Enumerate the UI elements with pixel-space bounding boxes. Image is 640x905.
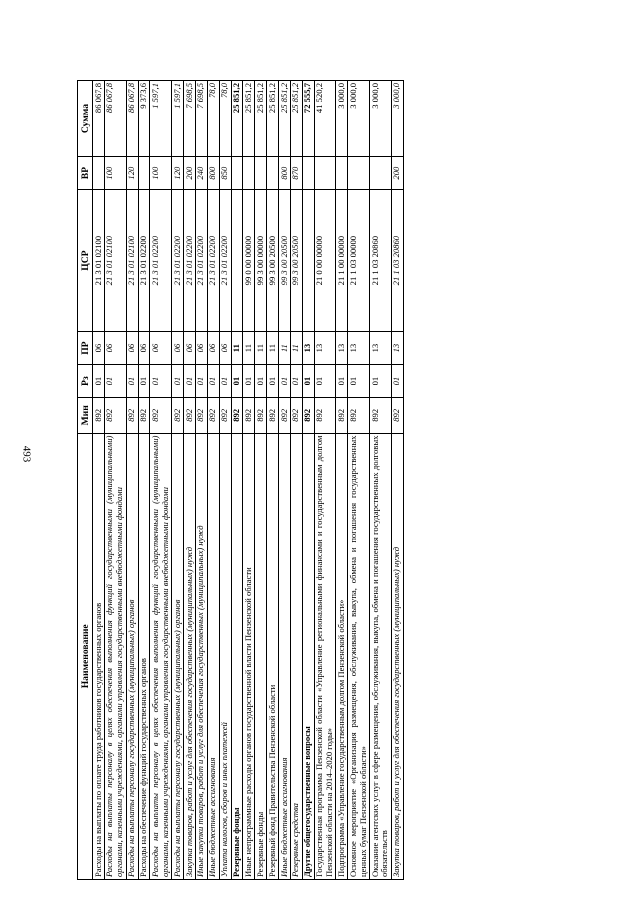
cell-vr: [302, 157, 314, 190]
cell-name: Расходы на обеспечение функций государственных органов: [138, 433, 150, 879]
cell-csr: 99 0 00 00000: [243, 190, 255, 332]
cell-sum: 86 067,8: [126, 81, 138, 157]
cell-pr: 06: [184, 332, 196, 365]
cell-rz: 01: [195, 365, 207, 398]
cell-vr: 870: [290, 157, 302, 190]
cell-vr: [243, 157, 255, 190]
header-name: Наименование: [78, 433, 93, 879]
cell-csr: 21 3 01 02200: [207, 190, 219, 332]
cell-min: 892: [219, 398, 231, 434]
cell-sum: 25 851,2: [231, 81, 243, 157]
table-body: [93, 81, 404, 880]
cell-csr: 21 3 01 02200: [172, 190, 184, 332]
cell-vr: [255, 157, 267, 190]
table-row: [279, 81, 291, 880]
table-row: [336, 81, 348, 880]
cell-csr: 21 1 03 20860: [370, 190, 392, 332]
cell-min: 892: [231, 398, 243, 434]
table-row: [302, 81, 314, 880]
cell-vr: 800: [279, 157, 291, 190]
cell-min: 892: [172, 398, 184, 434]
cell-name: Закупка товаров, работ и услуг для обеспечения государственных (муниципальных) нужд: [391, 433, 403, 879]
cell-vr: [370, 157, 392, 190]
cell-sum: 1 597,1: [172, 81, 184, 157]
cell-min: 892: [255, 398, 267, 434]
header-pr: ПР: [78, 332, 93, 365]
cell-csr: 21 0 00 00000: [314, 190, 336, 332]
cell-name: Подпрограмма «Управление государственным долгом Пензенской области»: [336, 433, 348, 879]
cell-pr: 06: [195, 332, 207, 365]
header-rz: Рз: [78, 365, 93, 398]
cell-pr: 11: [279, 332, 291, 365]
cell-pr: 06: [93, 332, 105, 365]
cell-vr: [231, 157, 243, 190]
cell-name: Государственная программа Пензенской области «Управление региональными финансами и государственным долгом Пензенской области на 2014–2020 годы»: [314, 433, 336, 879]
cell-sum: 9 373,6: [138, 81, 150, 157]
cell-min: 892: [150, 398, 172, 434]
cell-csr: 21 3 01 02100: [126, 190, 138, 332]
cell-rz: 01: [207, 365, 219, 398]
cell-rz: 01: [336, 365, 348, 398]
table-row: [255, 81, 267, 880]
cell-min: 892: [391, 398, 403, 434]
table-row: [243, 81, 255, 880]
cell-sum: 86 067,8: [104, 81, 126, 157]
cell-name: Иные закупки товаров, работ и услуг для обеспечения государственных (муниципальных) нужд: [195, 433, 207, 879]
cell-min: 892: [126, 398, 138, 434]
cell-sum: 3 000,0: [370, 81, 392, 157]
cell-rz: 01: [104, 365, 126, 398]
cell-vr: 850: [219, 157, 231, 190]
cell-vr: 200: [391, 157, 403, 190]
cell-vr: 200: [184, 157, 196, 190]
cell-sum: 3 000,0: [336, 81, 348, 157]
cell-rz: 01: [255, 365, 267, 398]
cell-min: 892: [207, 398, 219, 434]
header-csr: ЦСР: [78, 190, 93, 332]
cell-rz: 01: [279, 365, 291, 398]
cell-csr: 21 3 01 02100: [93, 190, 105, 332]
cell-pr: 06: [207, 332, 219, 365]
cell-min: 892: [290, 398, 302, 434]
cell-pr: 06: [172, 332, 184, 365]
cell-sum: 78,0: [219, 81, 231, 157]
cell-sum: 86 067,8: [93, 81, 105, 157]
cell-csr: 99 3 00 00000: [255, 190, 267, 332]
cell-csr: 21 3 01 02200: [195, 190, 207, 332]
header-vr: ВР: [78, 157, 93, 190]
cell-rz: 01: [150, 365, 172, 398]
cell-pr: 13: [336, 332, 348, 365]
cell-name: Резервные средства: [290, 433, 302, 879]
cell-pr: 06: [138, 332, 150, 365]
cell-pr: 11: [243, 332, 255, 365]
cell-rz: 01: [231, 365, 243, 398]
cell-vr: [336, 157, 348, 190]
table-row: [138, 81, 150, 880]
cell-min: 892: [195, 398, 207, 434]
table-row: [267, 81, 279, 880]
cell-pr: 06: [219, 332, 231, 365]
cell-csr: 21 3 01 02200: [219, 190, 231, 332]
table-row: [391, 81, 403, 880]
table-header: [78, 81, 93, 880]
cell-csr: 21 1 00 00000: [336, 190, 348, 332]
cell-pr: 11: [267, 332, 279, 365]
budget-table: [77, 80, 404, 880]
cell-vr: 800: [207, 157, 219, 190]
table-frame: [77, 80, 581, 880]
table-row: [172, 81, 184, 880]
cell-pr: 11: [255, 332, 267, 365]
header-min: Мин: [78, 398, 93, 434]
cell-vr: 100: [104, 157, 126, 190]
cell-min: 892: [138, 398, 150, 434]
cell-min: 892: [348, 398, 370, 434]
table-row: [348, 81, 370, 880]
cell-vr: [348, 157, 370, 190]
table-row: [93, 81, 105, 880]
cell-pr: 06: [150, 332, 172, 365]
cell-pr: 11: [290, 332, 302, 365]
cell-name: Расходы на выплаты по оплате труда работников государственных органов: [93, 433, 105, 879]
cell-sum: 7 698,5: [195, 81, 207, 157]
cell-csr: [302, 190, 314, 332]
cell-csr: 21 1 03 20860: [391, 190, 403, 332]
cell-name: Иные бюджетные ассигнования: [207, 433, 219, 879]
cell-csr: 99 3 00 20500: [279, 190, 291, 332]
cell-csr: 21 3 01 02200: [138, 190, 150, 332]
cell-name: Резервные фонды: [255, 433, 267, 879]
cell-rz: 01: [172, 365, 184, 398]
cell-min: 892: [370, 398, 392, 434]
cell-rz: 01: [126, 365, 138, 398]
cell-rz: 01: [93, 365, 105, 398]
header-sum: Сумма: [78, 81, 93, 157]
header-row: [78, 81, 93, 880]
cell-rz: 01: [290, 365, 302, 398]
cell-name: Расходы на выплаты персоналу в целях обеспечения выполнения функций государственными (муниципальными) органами, казенными учреждениями, органами управления государственными внебюджетными фондами: [104, 433, 126, 879]
table-row: [219, 81, 231, 880]
cell-sum: 3 000,0: [348, 81, 370, 157]
cell-min: 892: [93, 398, 105, 434]
cell-pr: 13: [302, 332, 314, 365]
cell-name: Расходы на выплаты персоналу государственных (муниципальных) органов: [126, 433, 138, 879]
cell-name: Расходы на выплаты персоналу государственных (муниципальных) органов: [172, 433, 184, 879]
cell-csr: 21 3 01 02200: [184, 190, 196, 332]
cell-vr: 120: [172, 157, 184, 190]
cell-name: Уплата налогов, сборов и иных платежей: [219, 433, 231, 879]
cell-vr: [314, 157, 336, 190]
cell-rz: 01: [302, 365, 314, 398]
table-row: [231, 81, 243, 880]
cell-pr: 13: [314, 332, 336, 365]
cell-name: Основное мероприятие «Организация размещения, обслуживания, выкупа, обмена и погашения государственных ценных бумаг Пензенской области»: [348, 433, 370, 879]
cell-name: Другие общегосударственные вопросы: [302, 433, 314, 879]
cell-name: Резервный фонд Правительства Пензенской области: [267, 433, 279, 879]
cell-pr: 06: [104, 332, 126, 365]
cell-name: Иные непрограммные расходы органов государственной власти Пензенской области: [243, 433, 255, 879]
cell-min: 892: [302, 398, 314, 434]
cell-csr: 99 3 00 20500: [290, 190, 302, 332]
cell-sum: 1 597,1: [150, 81, 172, 157]
cell-name: Закупка товаров, работ и услуг для обеспечения государственных (муниципальных) нужд: [184, 433, 196, 879]
cell-sum: 72 555,7: [302, 81, 314, 157]
cell-rz: 01: [138, 365, 150, 398]
cell-rz: 01: [370, 365, 392, 398]
cell-pr: 13: [391, 332, 403, 365]
cell-csr: 99 3 00 20500: [267, 190, 279, 332]
cell-sum: 41 520,2: [314, 81, 336, 157]
cell-rz: 01: [184, 365, 196, 398]
cell-min: 892: [314, 398, 336, 434]
cell-csr: 21 1 03 00000: [348, 190, 370, 332]
cell-min: 892: [184, 398, 196, 434]
cell-vr: 240: [195, 157, 207, 190]
cell-pr: 11: [231, 332, 243, 365]
table-row: [314, 81, 336, 880]
rotated-table-container: [77, 80, 581, 880]
cell-vr: [138, 157, 150, 190]
cell-rz: 01: [219, 365, 231, 398]
cell-vr: 100: [150, 157, 172, 190]
cell-name: Оказание агентских услуг в сфере размещения, обслуживания, выкупа, обмена и погашения государственных долговых обязательств: [370, 433, 392, 879]
cell-pr: 13: [348, 332, 370, 365]
cell-name: Иные бюджетные ассигнования: [279, 433, 291, 879]
table-row: [150, 81, 172, 880]
cell-min: 892: [104, 398, 126, 434]
cell-min: 892: [336, 398, 348, 434]
cell-name: Расходы на выплаты персоналу в целях обеспечения выполнения функций государственными (муниципальными) органами, казенными учреждениями, органами управления государственными внебюджетными фондами: [150, 433, 172, 879]
table-row: [104, 81, 126, 880]
cell-min: 892: [267, 398, 279, 434]
cell-pr: 06: [126, 332, 138, 365]
cell-name: Резервные фонды: [231, 433, 243, 879]
cell-pr: 13: [370, 332, 392, 365]
cell-sum: 78,0: [207, 81, 219, 157]
cell-sum: 3 000,0: [391, 81, 403, 157]
cell-rz: 01: [267, 365, 279, 398]
cell-csr: [231, 190, 243, 332]
cell-sum: 25 851,2: [267, 81, 279, 157]
table-row: [207, 81, 219, 880]
cell-csr: 21 3 01 02100: [104, 190, 126, 332]
cell-min: 892: [279, 398, 291, 434]
cell-vr: [267, 157, 279, 190]
cell-sum: 25 851,2: [243, 81, 255, 157]
page-number: 493: [20, 445, 33, 463]
table-row: [195, 81, 207, 880]
table-row: [370, 81, 392, 880]
cell-min: 892: [243, 398, 255, 434]
cell-csr: 21 3 01 02200: [150, 190, 172, 332]
cell-vr: 120: [126, 157, 138, 190]
cell-rz: 01: [348, 365, 370, 398]
cell-vr: [93, 157, 105, 190]
cell-sum: 25 851,2: [279, 81, 291, 157]
cell-rz: 01: [243, 365, 255, 398]
table-row: [184, 81, 196, 880]
table-row: [126, 81, 138, 880]
cell-rz: 01: [391, 365, 403, 398]
cell-sum: 25 851,2: [290, 81, 302, 157]
cell-rz: 01: [314, 365, 336, 398]
table-row: [290, 81, 302, 880]
cell-sum: 7 698,5: [184, 81, 196, 157]
cell-sum: 25 851,2: [255, 81, 267, 157]
